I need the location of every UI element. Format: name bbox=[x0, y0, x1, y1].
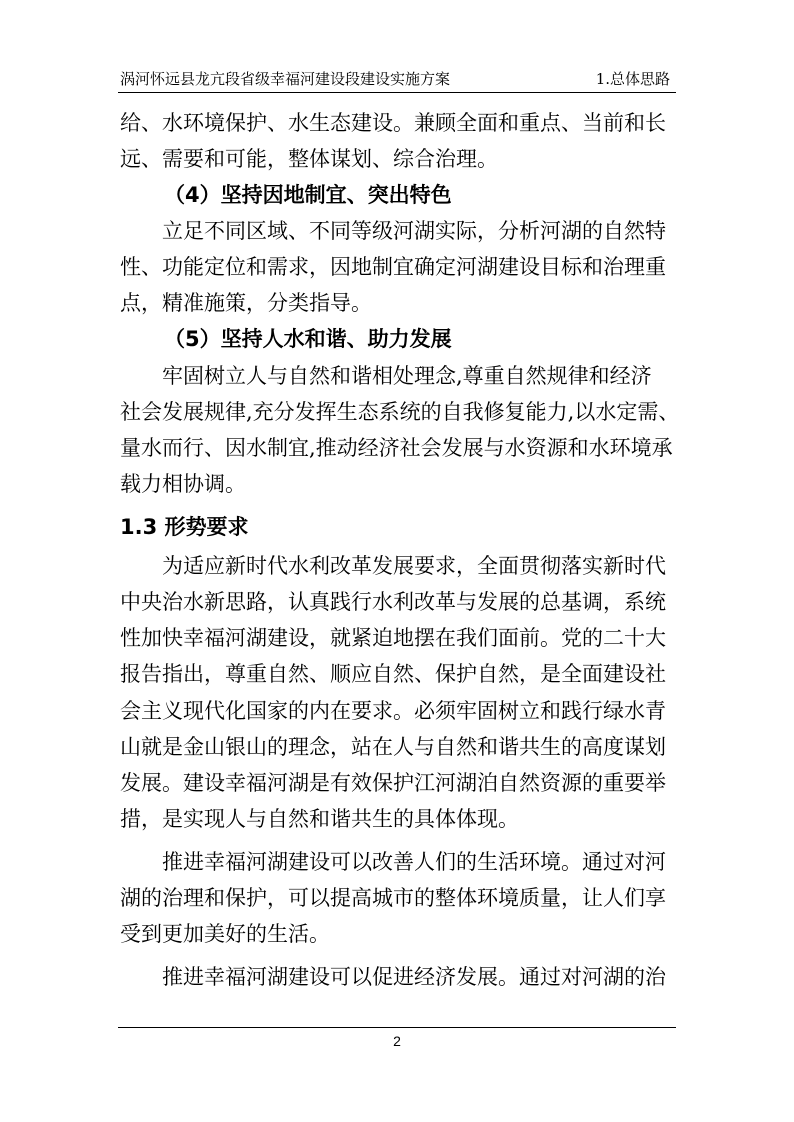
subsection-heading: （4）坚持因地制宜、突出特色 bbox=[164, 183, 452, 207]
paragraph-line: 给、水环境保护、水生态建设。兼顾全面和重点、当前和长 bbox=[120, 111, 666, 135]
paragraph-line: 远、需要和可能，整体谋划、综合治理。 bbox=[120, 147, 498, 171]
paragraph-line: 中央治水新思路，认真践行水利改革与发展的总基调，系统 bbox=[120, 590, 666, 614]
paragraph-line: 为适应新时代水利改革发展要求，全面贯彻落实新时代 bbox=[162, 554, 666, 578]
paragraph-line: 牢固树立人与自然和谐相处理念,尊重自然规律和经济 bbox=[162, 364, 652, 388]
paragraph-line: 措，是实现人与自然和谐共生的具体体现。 bbox=[120, 807, 519, 831]
header-section-title: 1.总体思路 bbox=[595, 70, 670, 88]
page-header bbox=[118, 68, 676, 93]
page-number: 2 bbox=[393, 1033, 401, 1049]
footer-divider bbox=[118, 1027, 676, 1028]
paragraph-line: 立足不同区域、不同等级河湖实际，分析河湖的自然特 bbox=[162, 219, 666, 243]
paragraph-line: 推进幸福河湖建设可以促进经济发展。通过对河湖的治 bbox=[162, 965, 666, 989]
paragraph-line: 社会发展规律,充分发挥生态系统的自我修复能力,以水定需、 bbox=[120, 400, 680, 424]
paragraph-line: 山就是金山银山的理念，站在人与自然和谐共生的高度谋划 bbox=[120, 735, 666, 759]
paragraph-line: 点，精准施策，分类指导。 bbox=[120, 291, 372, 315]
header-document-title: 涡河怀远县龙亢段省级幸福河建设段建设实施方案 bbox=[120, 70, 451, 88]
paragraph-line: 湖的治理和保护，可以提高城市的整体环境质量，让人们享 bbox=[120, 886, 666, 910]
paragraph-line: 载力相协调。 bbox=[120, 472, 246, 496]
paragraph-line: 性、功能定位和需求，因地制宜确定河湖建设目标和治理重 bbox=[120, 255, 666, 279]
paragraph-line: 报告指出，尊重自然、顺应自然、保护自然，是全面建设社 bbox=[120, 662, 666, 686]
paragraph-line: 性加快幸福河湖建设，就紧迫地摆在我们面前。党的二十大 bbox=[120, 626, 666, 650]
section-heading: 1.3 形势要求 bbox=[120, 515, 249, 539]
subsection-heading: （5）坚持人水和谐、助力发展 bbox=[164, 327, 452, 351]
paragraph-line: 发展。建设幸福河湖是有效保护江河湖泊自然资源的重要举 bbox=[120, 771, 666, 795]
paragraph-line: 推进幸福河湖建设可以改善人们的生活环境。通过对河 bbox=[162, 850, 666, 874]
paragraph-line: 量水而行、因水制宜,推动经济社会发展与水资源和水环境承 bbox=[120, 436, 673, 460]
paragraph-line: 会主义现代化国家的内在要求。必须牢固树立和践行绿水青 bbox=[120, 699, 666, 723]
paragraph-line: 受到更加美好的生活。 bbox=[120, 922, 330, 946]
